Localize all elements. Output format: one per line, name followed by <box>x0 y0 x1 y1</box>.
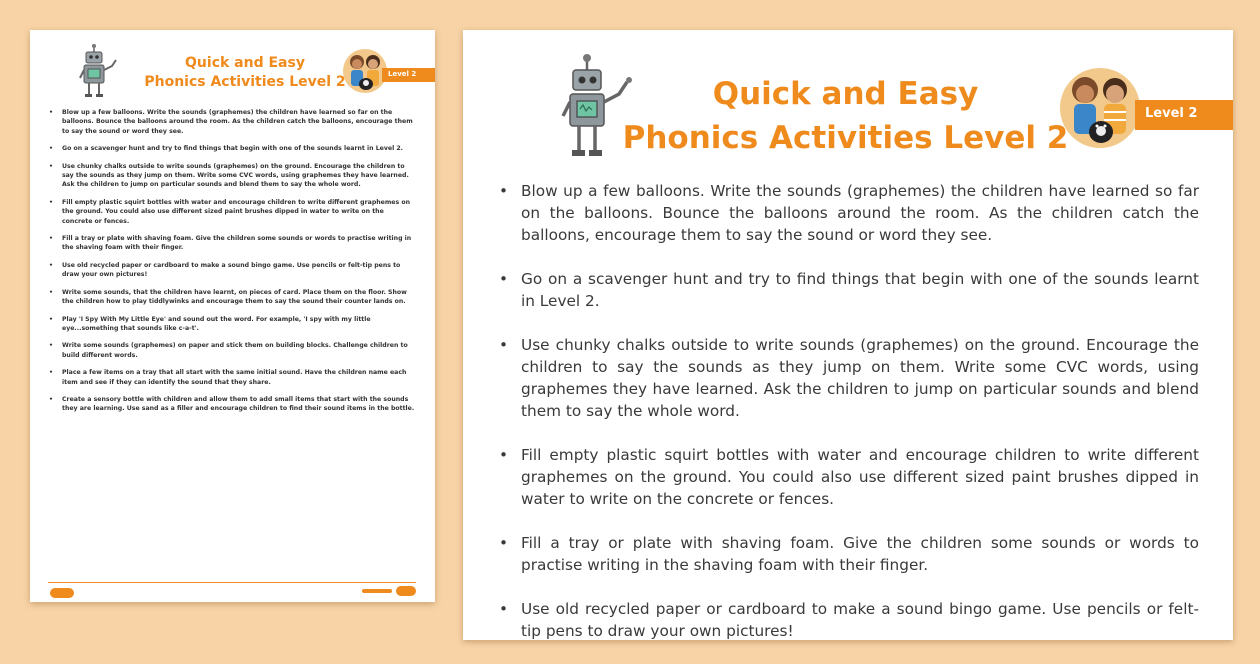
page-thumbnail <box>30 30 435 602</box>
list-item: • Play 'I Spy With My Little Eye' and sound out the word. For example, 'I spy with my little eye...something that sounds like c-a-t'. <box>48 315 416 334</box>
list-item: • Go on a scavenger hunt and try to find things that begin with one of the sounds learnt in Level 2. <box>48 144 416 153</box>
title-line-2: Phonics Activities Level 2 <box>144 74 346 90</box>
list-item: • Place a few items on a tray that all start with the same initial sound. Have the children name each item and see if they can identify the sound that they share. <box>48 368 416 387</box>
title-line-1: Quick and Easy <box>712 76 979 112</box>
list-item: • Create a sensory bottle with children and allow them to add small items that start with the sounds they are learning. Use sand as a filler and encourage children to find their sound items in the bottle. <box>48 395 416 414</box>
level-tab: Level 2 <box>1135 100 1233 130</box>
footer-url-mark <box>362 589 392 593</box>
list-item: • Blow up a few balloons. Write the sounds (graphemes) the children have learned so far on the balloons. Bounce the balloons around the room. As the children catch the balloons, encourage them to say the sound or word they see. <box>48 108 416 136</box>
list-item: • Blow up a few balloons. Write the sounds (graphemes) the children have learned so far on the balloons. Bounce the balloons around the room. As the children catch the balloons, encourage them to say the sound or word they see. <box>499 180 1199 246</box>
page-title <box>140 54 350 92</box>
list-item: • Use old recycled paper or cardboard to make a sound bingo game. Use pencils or felt-tip pens to draw your own pictures! <box>48 261 416 280</box>
list-item: • Use chunky chalks outside to write sounds (graphemes) on the ground. Encourage the children to say the sounds as they jump on them. Write some CVC words, using graphemes they have learned. Ask the children to jump on particular sounds and blend them to say the whole word. <box>48 162 416 190</box>
activity-list <box>499 180 1199 664</box>
brand-logo-icon <box>50 588 74 598</box>
list-item: • Fill empty plastic squirt bottles with water and encourage children to write different graphemes on the ground. You could also use different sized paint brushes dipped in water to write on the concrete or fences. <box>48 198 416 226</box>
list-item: • Write some sounds (graphemes) on paper and stick them on building blocks. Challenge children to build different words. <box>48 341 416 360</box>
title-line-1: Quick and Easy <box>185 55 305 71</box>
page-zoomed <box>463 30 1233 640</box>
list-item: • Use chunky chalks outside to write sounds (graphemes) on the ground. Encourage the children to say the sounds as they jump on them. Write some CVC words, using graphemes they have learned. Ask the children to jump on particular sounds and blend them to say the whole word. <box>499 334 1199 422</box>
activity-list <box>48 108 416 422</box>
list-item: • Fill a tray or plate with shaving foam. Give the children some sounds or words to practise writing in the shaving foam with their finger. <box>48 234 416 253</box>
children-icon <box>1059 62 1141 154</box>
title-line-2: Phonics Activities Level 2 <box>622 120 1069 156</box>
list-item: • Write some sounds, that the children have learnt, on pieces of card. Place them on the floor. Show the children how to play tiddlywinks and encourage them to say the sound their counter lands on. <box>48 288 416 307</box>
level-tab: Level 2 <box>382 68 435 82</box>
footer-divider <box>48 582 416 583</box>
robot-icon <box>74 44 120 100</box>
brand-logo-icon <box>396 586 416 596</box>
list-item: • Fill a tray or plate with shaving foam. Give the children some sounds or words to practise writing in the shaving foam with their finger. <box>499 532 1199 576</box>
list-item: • Use old recycled paper or cardboard to make a sound bingo game. Use pencils or felt-tip pens to draw your own pictures! <box>499 598 1199 642</box>
list-item: • Fill empty plastic squirt bottles with water and encourage children to write different graphemes on the ground. You could also use different sized paint brushes dipped in water to write on the concrete or fences. <box>499 444 1199 510</box>
page-title <box>613 72 1078 160</box>
list-item: • Go on a scavenger hunt and try to find things that begin with one of the sounds learnt in Level 2. <box>499 268 1199 312</box>
